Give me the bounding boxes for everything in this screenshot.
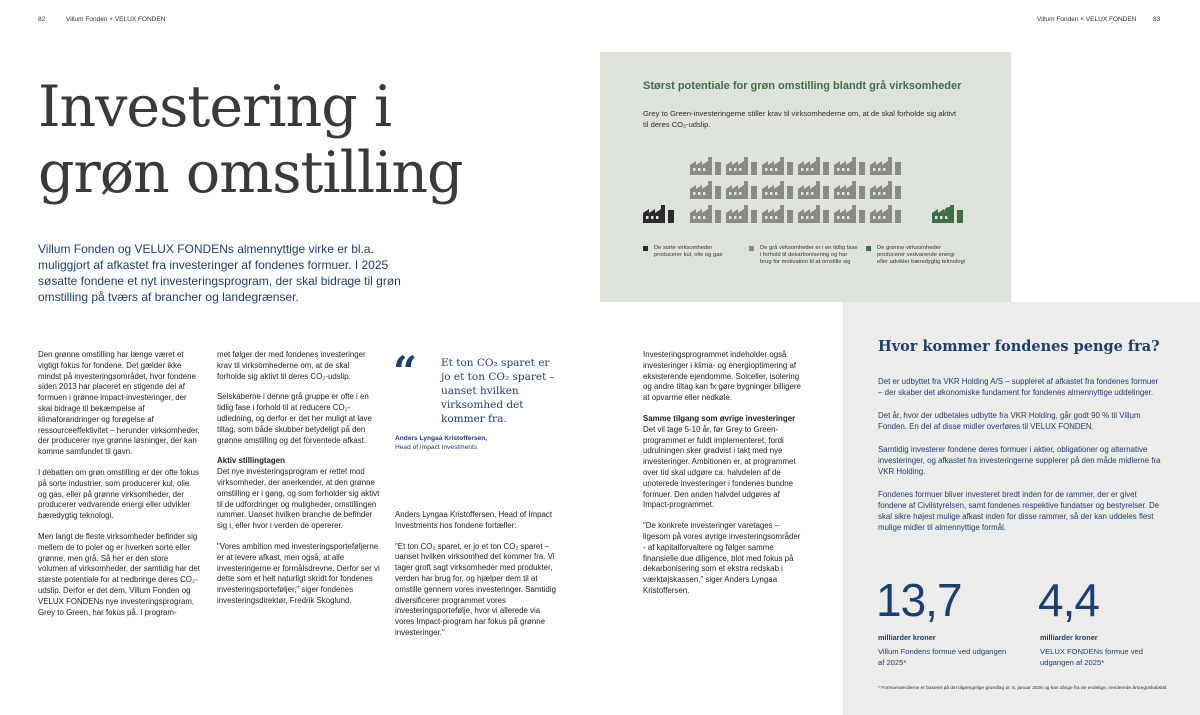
paragraph: Selskaberne i denne grå gruppe er ofte i en tidlig fase i forhold til at reducere CO₂-udledning, og derfor er det her muligt at lave tiltag, som både skubber betydeligt på den grønne omstilling og det forventede afkast. — [217, 392, 372, 445]
gray-factory-icon — [834, 181, 865, 199]
gray-factory-icon — [690, 205, 721, 223]
stat-value-villum: 13,7 — [876, 574, 962, 626]
pull-quote: Et ton CO₂ sparet er jo et ton CO₂ sparet – uanset hvilken virksomhed det kommer fra. — [441, 357, 555, 425]
gray-factory-icon — [834, 157, 865, 175]
quote-role: Head of Impact Investments — [395, 444, 478, 451]
page-number-left: 82 — [38, 16, 46, 23]
sidebar-title: Hvor kommer fondenes penge fra? — [878, 338, 1160, 355]
paragraph: Investeringsprogrammet indeholder også investeringer i klima- og energioptimering af eksisterende ejendomme. Solceller, isolering og andre tiltag kan fx gøre bygninger billigere at opvarme eller nedkøle. — [643, 350, 801, 403]
legend-swatch-green — [866, 246, 871, 251]
paragraph: Anders Lyngaa Kristoffersen, Head of Impact Investments hos fondene fortæller: — [395, 510, 553, 530]
paragraph: I debatten om grøn omstilling er der ofte fokus på sorte industrier, som producerer kul, olie og gas, eller på grønne virksomheder, der producerer vedvarende energi eller udvikler bæredygtig teknologi. — [38, 467, 199, 521]
subheading: Samme tilgang som øvrige investeringer — [643, 413, 796, 423]
paragraph: Men langt de fleste virksomheder befinder sig mellem de to poler og er hverken sorte eller grønne, men grå. Så her er den store volumen af virksomheder, der samtidig har det største potentiale for at nedbringe deres CO₂-udslip. Derfor er det dem, Villum Fonden og VELUX FONDENs nye investeringsprogram, Grey to Green, har fokus på. I program- — [38, 531, 200, 617]
paragraph: Fondenes formuer bliver investeret bredt inden for de rammer, der er givet fondene af Civilstyrelsen, samt fondenes respektive fundatser og bestyrelser. De skal sikre højest mulige afkast inden for disse rammer, så der kan uddeles flest mulige midler til almennyttige formål. — [878, 490, 1160, 532]
gray-factory-icon — [690, 181, 721, 199]
gray-factory-icon — [870, 181, 901, 199]
body-column-4 — [643, 350, 805, 607]
lead-paragraph: Villum Fonden og VELUX FONDENs almennyttige virke er bl.a. muliggjort af afkastet fra investeringer af fondenes formuer. I 2025 søsatte fondene et nyt investeringsprogram, der skal bidrage til grøn omstilling på tværs af brancher og landegrænser. — [38, 242, 401, 304]
title-line-1: Investering i — [38, 74, 392, 140]
body-column-3 — [395, 510, 557, 649]
gray-factory-icon — [726, 205, 757, 223]
quote-attribution — [395, 434, 565, 452]
paragraph: "Et ton CO₂ sparet, er jo et ton CO₂ sparet – uanset hvilken virksomhed det kommer fra. Vi tager groft sagt virksomheder med produkter, verden har brug for, og hjælper dem til at omstille gennem vores investeringer. Samtidig diversificerer programmet vores investeringsportefølje, hvor vi allerede via vores Impact-program har fokus på grønne investeringer." — [395, 541, 556, 637]
gray-factory-icon — [690, 157, 721, 175]
gray-factory-icon — [798, 205, 829, 223]
legend-label: De grå virksomheder er i en tidlig fase i forhold til dekarbonisering og har brug for motivation til at omstille sig — [760, 245, 858, 266]
quote-mark-icon: “ — [393, 347, 418, 396]
gray-factory-icon — [870, 157, 901, 175]
paragraph: "Vores ambition med investeringsporteføljerne er at levere afkast, men også, at alle investeringerne er formålsdrevne. Derfor ser vi dette som et helt naturligt skridt for fondenes investeringsporteføljer," siger fondenes investeringsdirektør, Fredrik Skoglund. — [217, 541, 380, 605]
legend-label: De sorte virksomheder producerer kul, olie og gas — [654, 245, 723, 259]
factory-illustration — [640, 152, 970, 232]
paragraph: Det er udbyttet fra VKR Holding A/S – suppleret af afkastet fra fondenes formuer – der skaber det økonomiske fundament for fondenes almennyttige uddelinger. — [878, 377, 1159, 397]
gray-factory-icon — [726, 157, 757, 175]
subheading: Aktiv stillingtagen — [217, 456, 285, 466]
title-line-2: grøn omstilling — [38, 140, 463, 206]
paragraph: Den grønne omstilling har længe været et vigtigt fokus for fondene. Det gælder ikke mindst på investeringsområdet, hvor fondene siden 2013 har placeret en stigende del af formuen i grønne impact-investeringer, der skal bidrage til bekæmpelse af klimaforandringer og forøgelse af ressourceeffektivitet – herunder virksomheder, der producerer nye grønne løsninger, der kan komme samfundet til gavn. — [38, 350, 200, 457]
gray-factory-icon — [870, 205, 901, 223]
page-number-right: 83 — [1153, 16, 1161, 23]
stat-value-velux: 4,4 — [1038, 574, 1099, 626]
gray-factory-icon — [762, 157, 793, 175]
legend-swatch-gray — [749, 246, 754, 251]
gray-factory-icon — [798, 181, 829, 199]
stat-desc-villum: Villum Fondens formue ved udgangen af 2025* — [878, 647, 1007, 667]
paragraph: "De konkrete investeringer varetages – ligesom på vores øvrige investeringsområder - af kapitalforvaltere og følger samme finansielle due diligence, blot med fokus på dekarbonisering som et ekstra redskab i værktøjskassen," siger Anders Lyngaa Kristoffersen. — [643, 521, 801, 595]
body-column-1 — [38, 350, 200, 628]
footnote: * Formueværdierne er baseret på det tilgængelige grundlag pr. 5. januar 2026 og kan afvige fra de endelige, reviderede årsregnskabstal. — [878, 686, 1168, 691]
gray-factory-icon — [726, 181, 757, 199]
stat-desc-velux: VELUX FONDENs formue ved udgangen af 2025* — [1040, 647, 1143, 667]
infographic-text: Grey to Green-investeringerne stiller krav til virksomhederne om, at de skal forholde sig aktivt til deres CO₂-udslip. — [643, 109, 957, 129]
legend-label: De grønne virksomheder producerer vedvarende energi eller udvikler bæredygtig teknologi — [877, 245, 965, 266]
running-header-right: Villum Fonden × VELUX FONDEN — [1037, 16, 1137, 23]
sidebar-text — [878, 376, 1163, 545]
stat-unit-villum: milliarder kroner — [878, 633, 936, 642]
gray-factory-icon — [762, 205, 793, 223]
paragraph: met følger der med fondenes investeringer krav til virksomhederne om, at de skal forholde sig aktivt til deres CO₂-udslip. — [217, 350, 366, 381]
running-header-left: Villum Fonden × VELUX FONDEN — [66, 16, 166, 23]
stat-unit-velux: milliarder kroner — [1040, 633, 1098, 642]
gray-factory-icon — [798, 157, 829, 175]
gray-factory-icon — [762, 181, 793, 199]
paragraph: Det vil tage 5-10 år, før Grey to Green-programmet er fuldt implementeret, fordi udrulningen sker gradvist i takt med nye investeringer. Ambitionen er, at programmet over tid skal udgøre ca. halvdelen af de unoterede investeringer i fondenes bundne formuer. Den anden halvdel udgøres af Impact-programmet. — [643, 424, 796, 510]
article-title — [38, 74, 558, 206]
paragraph: Det år, hvor der udbetales udbytte fra VKR Holding, går godt 90 % til Villum Fonden. En del af disse midler overføres til VELUX FONDEN. — [878, 411, 1141, 431]
paragraph: Det nye investeringsprogram er rettet mod virksomheder, der anerkender, at den grønne omstilling er i gang, og som forholder sig aktivt til de udfordringer og muligheder, omstillingen rummer. Uanset hvilken branche de befinder sig i, eller hvor i verden de opererer. — [217, 467, 380, 531]
legend-swatch-black — [643, 246, 648, 251]
infographic-title: Størst potentiale for grøn omstilling blandt grå virksomheder — [643, 80, 962, 92]
black-factory-icon — [643, 205, 674, 223]
body-column-2 — [217, 350, 380, 617]
gray-factory-icon — [834, 205, 865, 223]
paragraph: Samtidig investerer fondene deres formuer i aktier, obligationer og alternative investeringer, og afkastet fra investeringerne supplerer på den måde midlerne fra VKR Holding. — [878, 445, 1161, 476]
quote-author: Anders Lyngaa Kristoffersen, — [395, 435, 488, 442]
